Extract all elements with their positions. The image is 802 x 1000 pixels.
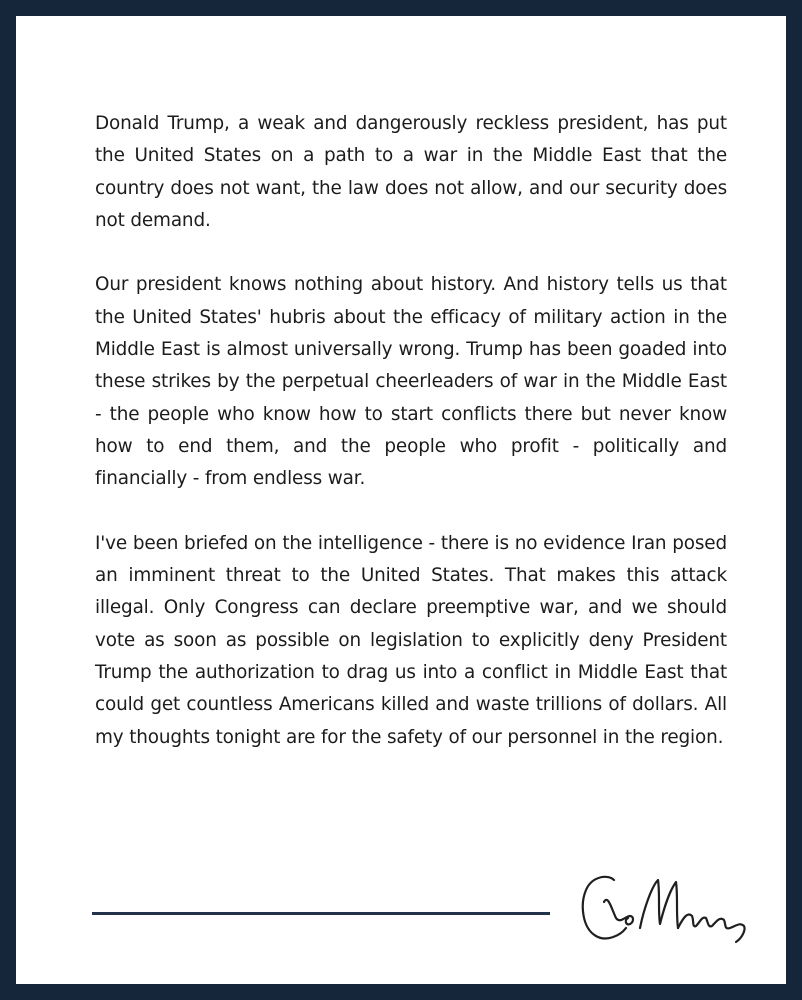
- handwritten-signature: [574, 872, 754, 956]
- statement-paragraph-2: Our president knows nothing about history. And history tells us that the United States' hubris about the efficacy of military action in the Middle East is almost universally wrong. Trump has been goaded into these strikes by the perpetual cheerleaders of war in the Middle East - the people who know how to start conflicts there but never know how to end them, and the people who profit - politically and financially - from endless war.: [95, 274, 727, 490]
- statement-paragraph-1: Donald Trump, a weak and dangerously reckless president, has put the United States on a path to a war in the Middle East that the country does not want, the law does not allow, and our security does not demand.: [95, 113, 727, 231]
- statement-paragraph-3: I've been briefed on the intelligence - there is no evidence Iran posed an imminent threat to the United States. That makes this attack illegal. Only Congress can declare preemptive war, and we should vote as soon as possible on legislation to explicitly deny President Trump the authorization to drag us into a conflict in Middle East that could get countless Americans killed and waste trillions of dollars. All my thoughts tonight are for the safety of our personnel in the region.: [95, 532, 727, 748]
- statement-body: [95, 108, 727, 754]
- signature-line: [92, 912, 550, 915]
- letter-page: [16, 16, 786, 984]
